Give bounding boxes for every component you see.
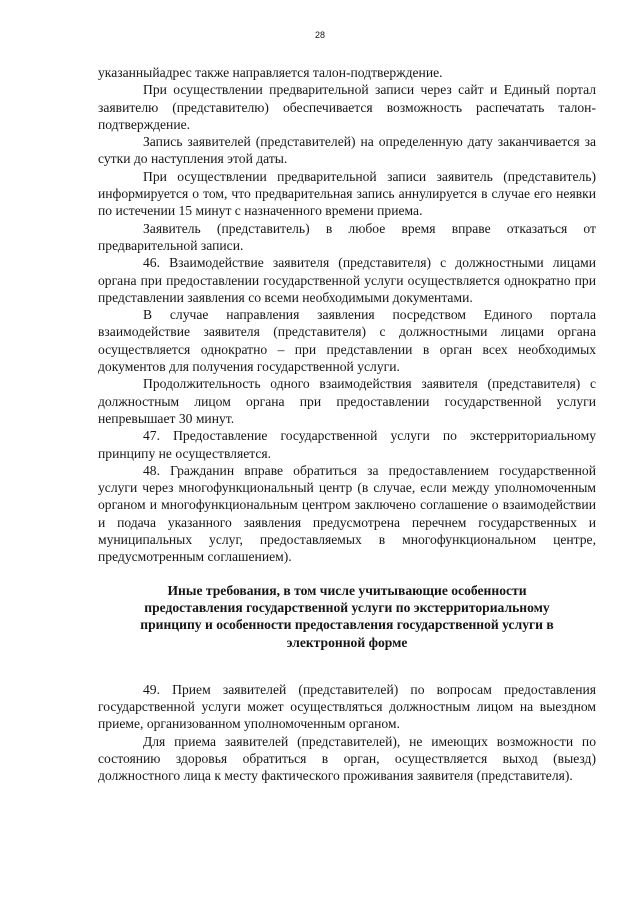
document-body [98, 64, 596, 785]
paragraph: 49. Прием заявителей (представителей) по вопросам предоставления государственной услуги может осуществляться должностным лицом на выездном приеме, организованном уполномоченным органом. [98, 681, 596, 732]
heading-line: принципу и особенности предоставления государственной услуги в [140, 617, 554, 633]
paragraph: Заявитель (представитель) в любое время вправе отказаться от предварительной записи. [98, 220, 596, 253]
heading-line: предоставления государственной услуги по экстерриториальному [144, 599, 550, 615]
paragraph: Продолжительность одного взаимодействия заявителя (представителя) с должностным лицом органа при предоставлении государственной услуги непревышает 30 минут. [98, 376, 596, 426]
paragraph: 48. Гражданин вправе обратиться за предоставлением государственной услуги через многофункциональный центр (в случае, если между уполномоченным органом и многофункциональным центром заключено соглашение о взаимодействии и подача указанного заявления предусмотрена перечнем государственных и муниципальных услуг, предоставляемых в многофункциональном центре, предусмотренным соглашением). [98, 462, 596, 565]
paragraph: 46. Взаимодействие заявителя (представителя) с должностными лицами органа при предоставлении государственной услуги осуществляется однократно при представлении заявления со всеми необходимыми документами. [98, 255, 596, 305]
heading-line: электронной форме [286, 634, 408, 650]
paragraphs-top [98, 64, 596, 566]
paragraph: указанныйадрес также направляется талон-подтверждение. [98, 65, 443, 80]
section-heading [98, 582, 596, 651]
paragraph: Запись заявителей (представителей) на определенную дату заканчивается за сутки до наступления этой даты. [98, 134, 596, 167]
paragraph: При осуществлении предварительной записи через сайт и Единый портал заявителю (представителю) обеспечивается возможность распечатать талон- подтверждение. [98, 82, 596, 132]
page-number: 28 [314, 30, 325, 40]
paragraph: В случае направления заявления посредством Единого портала взаимодействие заявителя (представителя) с должностными лицами органа осуществляется однократно – при представлении в орган всех необходимых документов для получения государственной услуги. [98, 307, 596, 375]
paragraphs-bottom [98, 681, 596, 785]
paragraph: При осуществлении предварительной записи заявитель (представитель) информируется о том, что предварительная запись аннулируется в случае его неявки по истечении 15 минут с назначенного времени приема. [98, 168, 596, 219]
paragraph: Для приема заявителей (представителей), не имеющих возможности по состоянию здоровья обратиться в орган, осуществляется выход (выезд) должностного лица к месту фактического проживания заявителя (представителя). [98, 733, 596, 784]
heading-line: Иные требования, в том числе учитывающие особенности [167, 582, 527, 598]
paragraph: 47. Предоставление государственной услуги по экстерриториальному принципу не осуществляется. [98, 428, 596, 461]
